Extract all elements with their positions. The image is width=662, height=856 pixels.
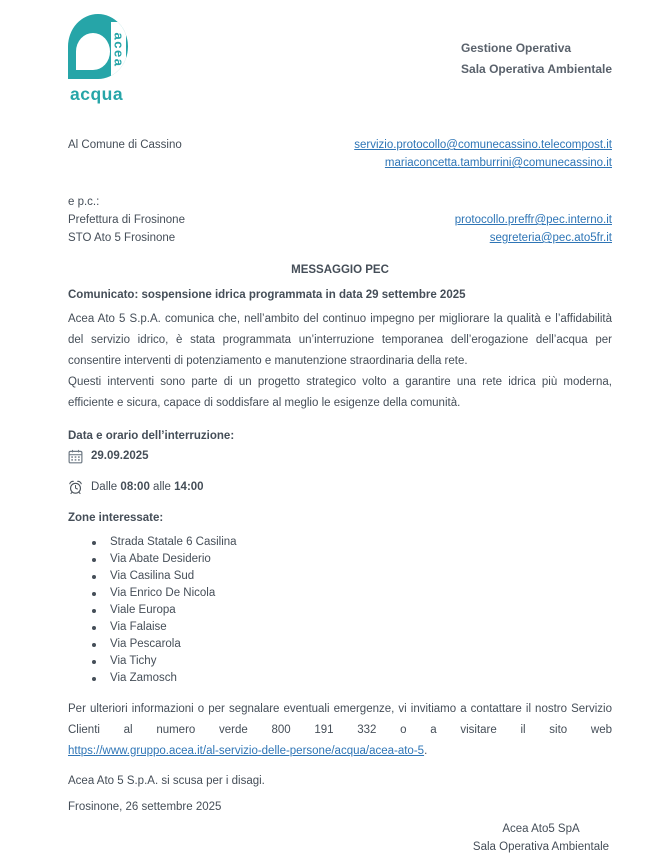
- time-to: 14:00: [174, 481, 204, 493]
- cc-label: e p.c.:: [68, 196, 100, 208]
- logo-brand-word: acqua: [70, 84, 124, 104]
- info-paragraph: [68, 699, 612, 762]
- recipient-cc-row: [68, 193, 612, 247]
- subject-heading: Comunicato: sospensione idrica programmata in data 29 settembre 2025: [68, 289, 466, 301]
- zones-list: [68, 534, 612, 687]
- recipient-to-emails: [354, 136, 612, 172]
- pec-title: MESSAGGIO PEC: [291, 264, 389, 276]
- zone-list-item: Via Falaise: [68, 619, 612, 636]
- zones-label: Zone interessate:: [68, 512, 164, 524]
- interruption-label: Data e orario dell’interruzione:: [68, 430, 235, 442]
- email-link-tamburrini[interactable]: mariaconcetta.tamburrini@comunecassino.it: [384, 157, 612, 169]
- zone-list-item: Via Abate Desiderio: [68, 551, 612, 568]
- recipient-to-row: [68, 136, 612, 172]
- zone-list-item: Viale Europa: [68, 602, 612, 619]
- logo-vertical-strip: [111, 22, 126, 77]
- body-paragraph-2: Questi interventi sono parte di un progetto strategico volto a garantire una rete idrica più moderna, efficiente e sicura, capace di soddisfare al meglio le esigenze della comunità.: [68, 376, 612, 409]
- water-drop-inner-icon: [76, 33, 110, 70]
- header: [68, 14, 612, 105]
- zone-list-item: Strada Statale 6 Casilina: [68, 534, 612, 551]
- signature-company: Acea Ato5 SpA: [502, 823, 580, 835]
- department-block: [461, 38, 612, 80]
- interruption-date: 29.09.2025: [91, 450, 149, 462]
- email-link-segreteria-ato5[interactable]: segreteria@pec.ato5fr.it: [489, 232, 612, 244]
- info-text-before: Per ulteriori informazioni o per segnalare eventuali emergenze, vi invitiamo a contattare il nostro Servizio Clienti al numero verde 800 191 332 o a visitare il sito web: [68, 703, 612, 736]
- place-date-line: Frosinone, 26 settembre 2025: [68, 801, 222, 813]
- zone-list-item: Via Tichy: [68, 653, 612, 670]
- recipient-cc-block: [68, 193, 185, 247]
- department-line-2: Sala Operativa Ambientale: [461, 62, 612, 76]
- apology-line: Acea Ato 5 S.p.A. si scusa per i disagi.: [68, 775, 265, 787]
- zone-list-item: Via Zamosch: [68, 670, 612, 687]
- recipient-to: Al Comune di Cassino: [68, 139, 182, 151]
- interruption-date-line: [68, 447, 612, 465]
- time-prefix: Dalle: [91, 481, 118, 493]
- email-link-prefettura[interactable]: protocollo.preffr@pec.interno.it: [454, 214, 612, 226]
- zone-list-item: Via Pescarola: [68, 636, 612, 653]
- signature-department: Sala Operativa Ambientale: [472, 841, 610, 853]
- zone-list-item: Via Casilina Sud: [68, 568, 612, 585]
- signature-block: [456, 820, 626, 856]
- calendar-icon: [68, 449, 83, 464]
- body-paragraph-1: Acea Ato 5 S.p.A. comunica che, nell’ambito del continuo impegno per migliorare la qualità e l’affidabilità del servizio idrico, è stata programmata un’interruzione temporanea dell’erogazione dell’acqua per consentire interventi di potenziamento e manutenzione straordinaria della rete.: [68, 313, 612, 367]
- logo-vertical-text: acea: [111, 32, 126, 67]
- department-line-1: Gestione Operativa: [461, 41, 572, 55]
- water-drop-icon: [68, 14, 128, 79]
- cc-line-sto: STO Ato 5 Frosinone: [68, 232, 176, 244]
- website-link[interactable]: https://www.gruppo.acea.it/al-servizio-delle-persone/acqua/acea-ato-5: [68, 745, 425, 757]
- time-text: [91, 478, 204, 496]
- acea-acqua-logo: [68, 14, 128, 105]
- time-from: 08:00: [120, 481, 150, 493]
- email-link-protocollo-cassino[interactable]: servizio.protocollo@comunecassino.telecompost.it: [354, 139, 612, 151]
- interruption-time-line: [68, 478, 612, 496]
- cc-line-prefettura: Prefettura di Frosinone: [68, 214, 185, 226]
- recipient-cc-emails: [455, 211, 612, 247]
- info-text-after: .: [424, 745, 428, 757]
- time-mid: alle: [153, 481, 171, 493]
- alarm-clock-icon: [68, 480, 83, 495]
- zone-list-item: Via Enrico De Nicola: [68, 585, 612, 602]
